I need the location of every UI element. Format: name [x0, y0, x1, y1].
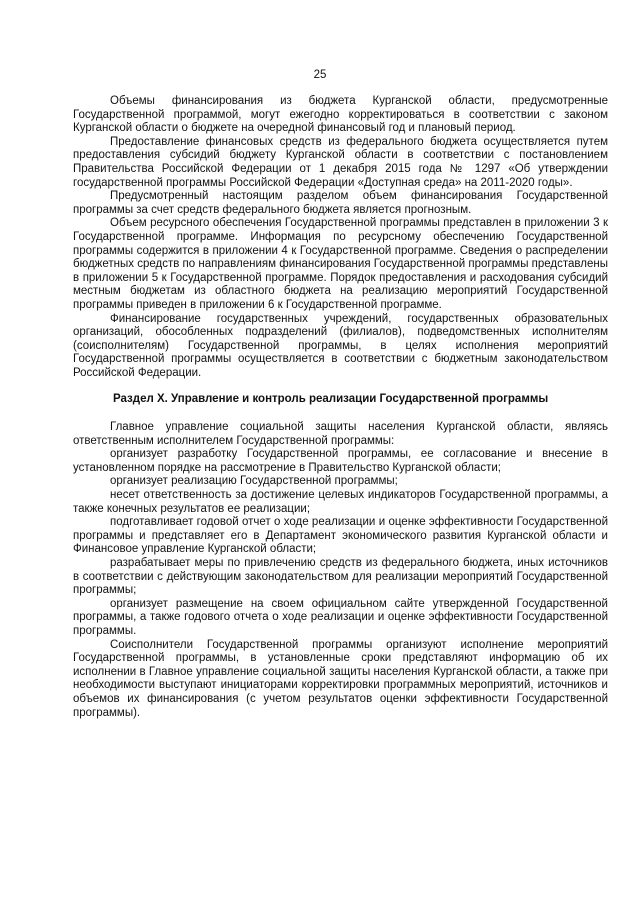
- paragraph: Объемы финансирования из бюджета Курганской области, предусмотренные Государственной программой, могут ежегодно корректироваться в соответствии с законом Курганской области о бюджете на очередной финансовый год и плановый период.: [73, 95, 608, 135]
- list-item: несет ответственность за достижение целевых индикаторов Государственной программы, а также конечных результатов ее реализации;: [73, 489, 608, 515]
- paragraph: Соисполнители Государственной программы организуют исполнение мероприятий Государственной программы, в установленные сроки представляют информацию об их исполнении в Главное управление социальной защиты населения Курганской области, а также при необходимости выступают инициаторами корректировки программных мероприятий, источников и объемов их финансирования (с учетом результатов оценки эффективности Государственной программы).: [73, 638, 608, 719]
- list-item: организует реализацию Государственной программы;: [110, 475, 398, 488]
- paragraph: Главное управление социальной защиты населения Курганской области, являясь ответственным исполнителем Государственной программы:: [73, 421, 608, 447]
- paragraph: Объем ресурсного обеспечения Государственной программы представлен в приложении 3 к Государственной программе. Информация по ресурсному обеспечению Государственной программы содержится в приложении 4 к Государственной программе. Сведения о распределении бюджетных средств по направлениям финансирования Государственной программы представлены в приложении 5 к Государственной программе. Порядок предоставления и расходования субсидий местным бюджетам из областного бюджета на реализацию мероприятий Государственной программы приведен в приложении 6 к Государственной программе.: [73, 217, 608, 311]
- list-item: организует разработку Государственной программы, ее согласование и внесение в установленном порядке на рассмотрение в Правительство Курганской области;: [73, 448, 608, 474]
- paragraph: Предоставление финансовых средств из федерального бюджета осуществляется путем предоставления субсидий бюджету Курганской области в соответствии с постановлением Правительства Российской Федерации от 1 декабря 2015 года № 1297 «Об утверждении государственной программы Российской Федерации «Доступная среда» на 2011-2020 годы».: [73, 135, 608, 189]
- section-heading: Раздел X. Управление и контроль реализации Государственной программы: [113, 393, 549, 406]
- paragraph: Предусмотренный настоящим разделом объем финансирования Государственной программы за счет средств федерального бюджета является прогнозным.: [73, 190, 608, 216]
- list-item: организует размещение на своем официальном сайте утвержденной Государственной программы, а также годового отчета о ходе реализации и оценке эффективности Государственной программы.: [73, 597, 608, 637]
- list-item: разрабатывает меры по привлечению средств из федерального бюджета, иных источников в соответствии с действующим законодательством для реализации мероприятий Государственной программы;: [73, 557, 608, 597]
- document-body: [73, 95, 608, 720]
- page-number: 25: [313, 69, 327, 81]
- paragraph: Финансирование государственных учреждений, государственных образовательных организаций, обособленных подразделений (филиалов), подведомственных исполнителям (соисполнителям) Государственной программы, в целях исполнения мероприятий Государственной программы осуществляется в соответствии с бюджетным законодательством Российской Федерации.: [73, 312, 608, 379]
- list-item: подготавливает годовой отчет о ходе реализации и оценке эффективности Государственной программы и представляет его в Департамент экономического развития Курганской области и Финансовое управление Курганской области;: [73, 516, 608, 556]
